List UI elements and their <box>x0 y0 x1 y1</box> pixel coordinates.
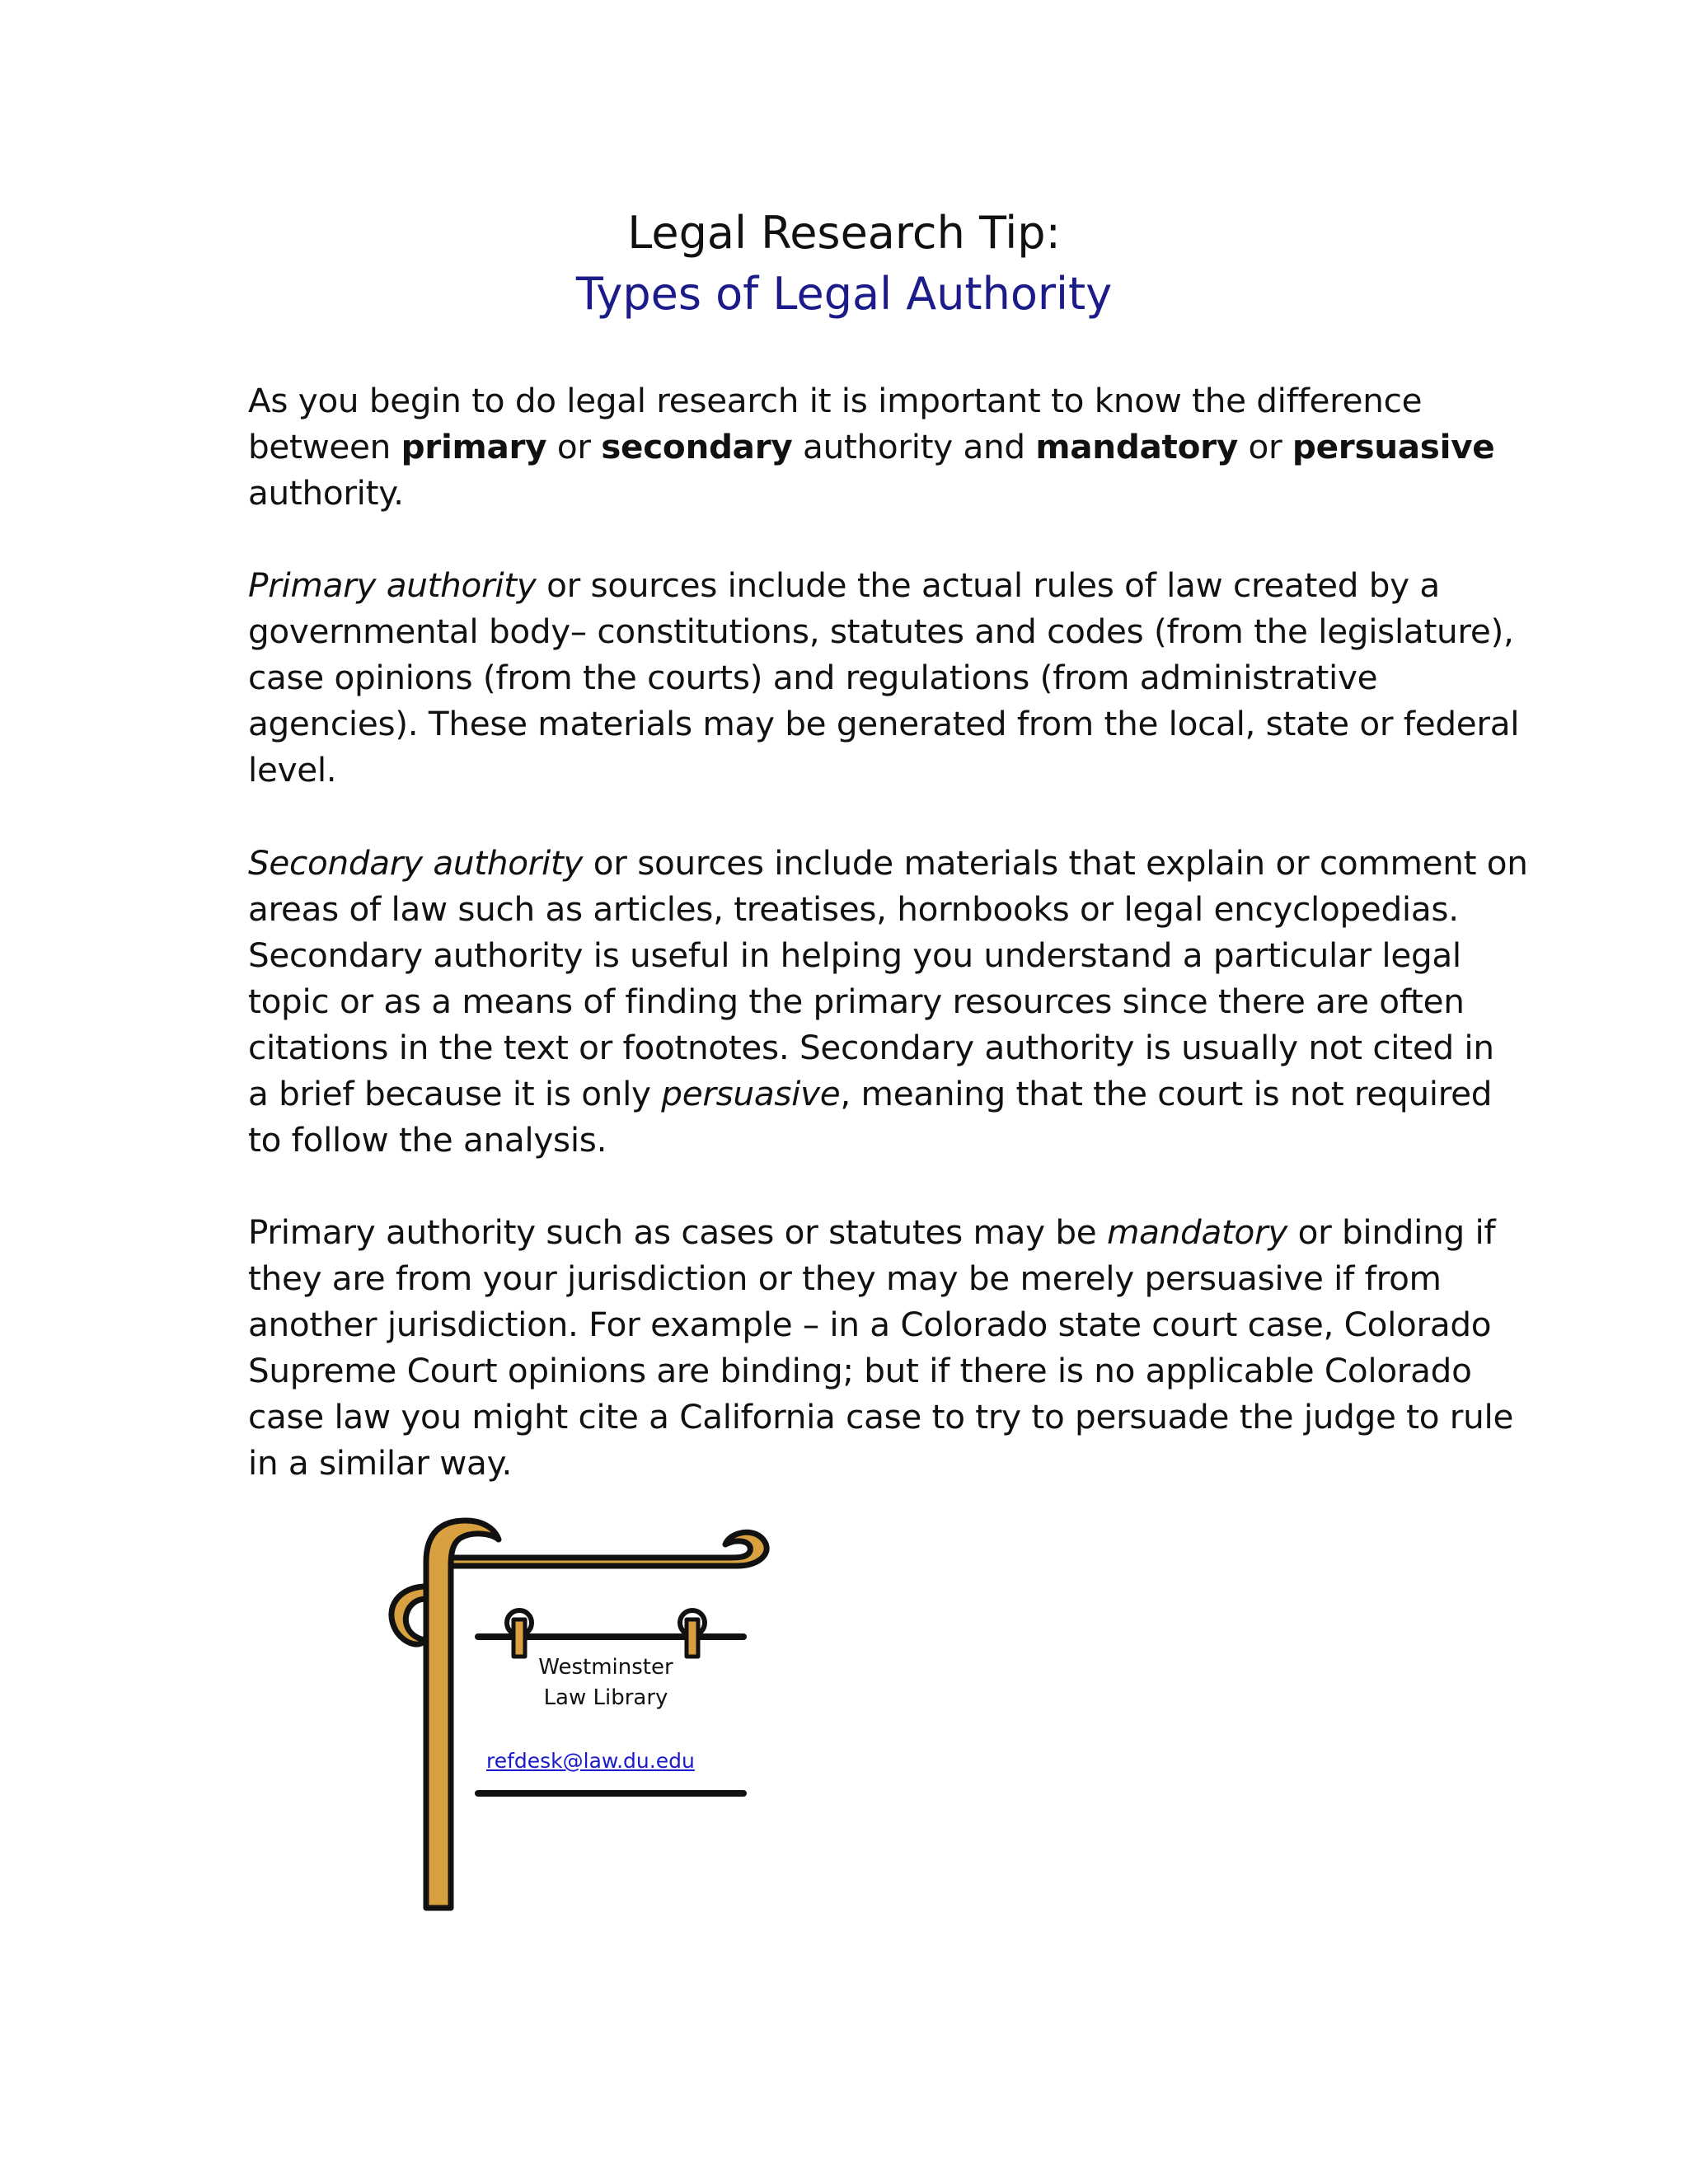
text-run: , meaning that the court is not required <box>840 1074 1493 1113</box>
term-persuasive: persuasive <box>1292 427 1495 466</box>
primary-line-2: governmental body– constitutions, statutes and codes (from the legislature), <box>248 612 1514 651</box>
library-name <box>528 1652 684 1713</box>
intro-line-1: As you begin to do legal research it is important to know the difference <box>248 381 1423 420</box>
term-persuasive-italic: persuasive <box>661 1074 841 1113</box>
mandatory-line-1 <box>248 1209 1496 1255</box>
mandatory-line-5: case law you might cite a California case to try to persuade the judge to rule <box>248 1397 1514 1436</box>
term-secondary-authority: Secondary authority <box>248 843 584 883</box>
secondary-line-1 <box>248 840 1528 886</box>
secondary-line-2: areas of law such as articles, treatises, hornbooks or legal encyclopedias. <box>248 889 1459 929</box>
reference-email-link[interactable]: refdesk@law.du.edu <box>486 1749 695 1773</box>
text-run: authority and <box>792 427 1036 466</box>
mandatory-line-6: in a similar way. <box>248 1443 513 1483</box>
signpost-curl <box>392 1586 426 1644</box>
term-primary-authority: Primary authority <box>248 565 537 605</box>
document-subtitle: Types of Legal Authority <box>575 268 1113 320</box>
text-run: or sources include materials that explain or comment on <box>583 843 1528 883</box>
sign-hanger-left <box>513 1619 525 1657</box>
text-run: or <box>1237 427 1292 466</box>
text-run: Primary authority such as cases or statutes may be <box>248 1212 1107 1252</box>
mandatory-authority-paragraph <box>248 1209 1514 1486</box>
secondary-line-6 <box>248 1071 1493 1117</box>
document-title: Legal Research Tip: <box>627 207 1061 259</box>
primary-line-3: case opinions (from the courts) and regulations (from administrative <box>248 658 1378 697</box>
mandatory-line-3: another jurisdiction. For example – in a Colorado state court case, Colorado <box>248 1305 1492 1344</box>
signpost-graphic <box>392 1521 767 1908</box>
primary-line-5: level. <box>248 750 337 790</box>
secondary-line-5: citations in the text or footnotes. Secondary authority is usually not cited in <box>248 1028 1494 1067</box>
library-name-line-1: Westminster <box>538 1655 673 1680</box>
signpost-illustration <box>375 1516 787 1912</box>
text-run: or sources include the actual rules of law created by a <box>536 565 1440 605</box>
signpost-arm <box>433 1532 767 1566</box>
term-mandatory-italic: mandatory <box>1107 1212 1288 1252</box>
mandatory-line-4: Supreme Court opinions are binding; but if there is no applicable Colorado <box>248 1351 1472 1390</box>
intro-paragraph <box>248 377 1495 516</box>
term-primary: primary <box>401 427 547 466</box>
text-run: a brief because it is only <box>248 1074 662 1113</box>
secondary-line-7: to follow the analysis. <box>248 1120 607 1160</box>
primary-line-4: agencies). These materials may be generated from the local, state or federal <box>248 704 1520 743</box>
library-name-line-2: Law Library <box>543 1685 668 1710</box>
signpost-pole <box>426 1521 499 1908</box>
text-run: between <box>248 427 401 466</box>
secondary-line-3: Secondary authority is useful in helping you understand a particular legal <box>248 935 1461 975</box>
text-run: or binding if <box>1287 1212 1496 1252</box>
text-run: or <box>546 427 602 466</box>
term-secondary: secondary <box>601 427 793 466</box>
term-mandatory: mandatory <box>1035 427 1238 466</box>
secondary-authority-paragraph <box>248 840 1528 1163</box>
mandatory-line-2: they are from your jurisdiction or they may be merely persuasive if from <box>248 1258 1442 1298</box>
intro-line-3: authority. <box>248 473 404 513</box>
intro-line-2 <box>248 424 1495 470</box>
primary-authority-paragraph <box>248 562 1520 793</box>
sign-hanger-right <box>687 1619 698 1657</box>
secondary-line-4: topic or as a means of finding the primary resources since there are often <box>248 982 1465 1021</box>
primary-line-1 <box>248 562 1460 608</box>
